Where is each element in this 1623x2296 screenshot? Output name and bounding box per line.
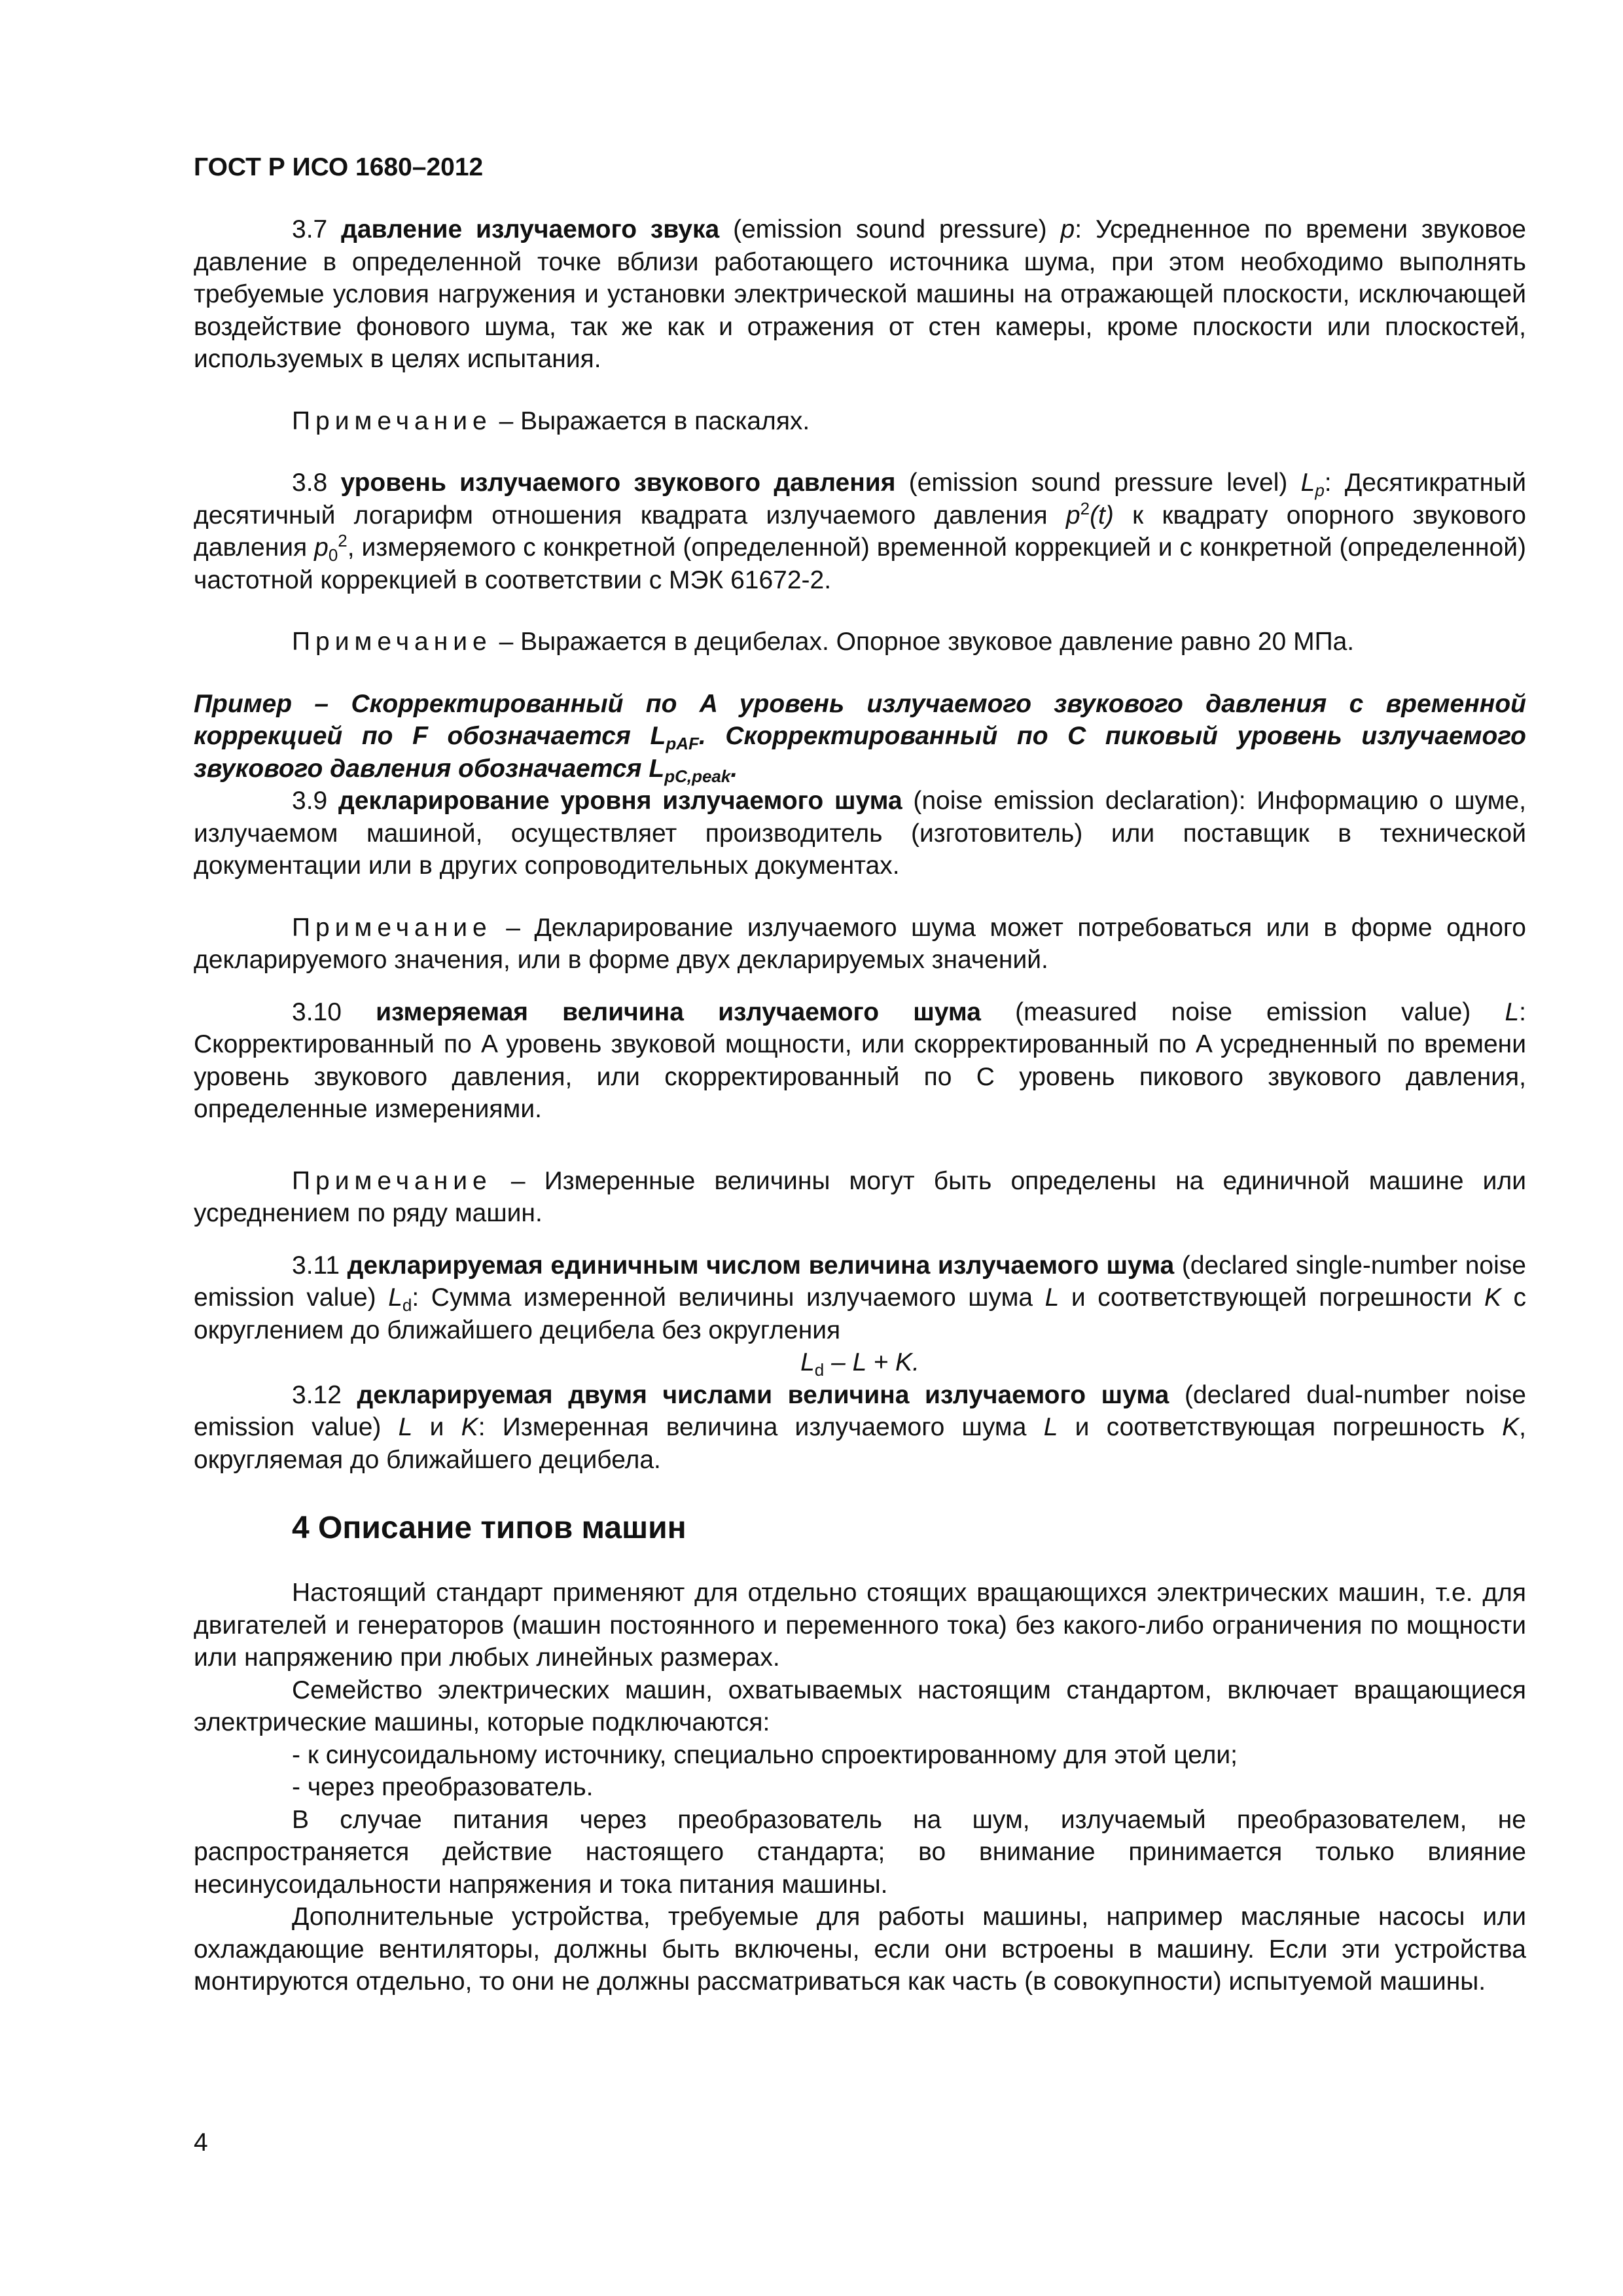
term-english: (measured noise emission value) <box>980 997 1505 1026</box>
term-3-12 <box>194 1379 1526 1477</box>
note-label: Примечание <box>292 913 492 942</box>
term-english: (emission sound pressure level) <box>895 469 1301 497</box>
section-4-paragraph: Семейство электрических машин, охватываемых настоящим стандартом, включает вращающиеся электрические машины, которые подключаются: <box>194 1676 1526 1736</box>
square-superscript: 2 <box>338 531 348 550</box>
note-text: – Выражается в децибелах. Опорное звуковое давление равно 20 МПа. <box>491 628 1355 656</box>
example-subscript: pAF <box>666 734 699 753</box>
term-3-11 <box>194 1249 1526 1347</box>
note-label: Примечание <box>292 628 492 656</box>
term-definition: : Десятикратный десятичный логарифм отношения квадрата излучаемого давления <box>194 469 1526 529</box>
term-number: 3.12 <box>292 1380 357 1409</box>
level-symbol: L <box>398 1413 413 1441</box>
section-4-paragraph: В случае питания через преобразователь на шум, излучаемый преобразователем, не распространяется действие настоящего стандарта; во внимание принимается только влияние несинусоидальности напряжения и тока питания машины. <box>194 1805 1526 1899</box>
formula-rest: – L + K. <box>824 1348 919 1376</box>
term-english: (emission sound pressure) <box>719 215 1061 243</box>
reference-pressure-symbol: p <box>314 533 329 562</box>
note-3-7 <box>194 405 1526 438</box>
term-3-10 <box>194 996 1526 1126</box>
term-3-7 <box>194 213 1526 376</box>
term-title: декларирование уровня излучаемого шума <box>338 787 902 815</box>
document-body <box>194 213 1526 1998</box>
example-text: . Скорректированный по C пиковый уровень излучаемого звукового давления обозначается L <box>194 722 1526 783</box>
term-title: уровень излучаемого звукового давления <box>340 469 896 497</box>
reference-pressure-subscript: 0 <box>328 545 338 565</box>
term-definition: : Усредненное по времени звуковое давление в определенной точке вблизи работающего источника шума, при этом необходимо выполнять требуемые условия нагружения и установки электрической машины на отражающей плоскости, исключающей воздействие фонового шума, так же как и отражения от стен камеры, кроме плоскости или плоскостей, используемых в целях испытания. <box>194 215 1527 373</box>
term-english: (declared single-number noise emission value) <box>194 1251 1526 1312</box>
document-header: ГОСТ Р ИСО 1680–2012 <box>194 153 484 181</box>
term-definition: с округлением до ближайшего децибела без округления <box>194 1283 1527 1344</box>
term-number: 3.9 <box>292 787 338 815</box>
formula-subscript: d <box>814 1360 825 1380</box>
note-3-9 <box>194 912 1526 977</box>
note-text: – Выражается в паскалях. <box>491 406 810 435</box>
example-text: . <box>730 754 738 783</box>
term-title: давление излучаемого звука <box>341 215 720 243</box>
term-symbol: L <box>1505 997 1520 1026</box>
term-number: 3.8 <box>292 469 341 497</box>
uncertainty-symbol: K <box>461 1413 478 1441</box>
term-definition: и соответствующей погрешности <box>1059 1283 1484 1312</box>
term-definition: , измеряемого с конкретной (определенной) временной коррекцией и с конкретной (определенной) частотной коррекцией в соответствии с МЭК 61672-2. <box>194 533 1527 594</box>
term-symbol-subscript: d <box>402 1295 412 1315</box>
section-4-title: 4 Описание типов машин <box>292 1511 687 1545</box>
term-symbol: L <box>388 1283 402 1312</box>
term-definition: : Сумма измеренной величины излучаемого шума <box>412 1283 1045 1312</box>
note-3-10 <box>194 1165 1526 1230</box>
term-symbol: L <box>1300 469 1315 497</box>
uncertainty-symbol: K <box>1502 1413 1520 1441</box>
term-title: декларируемая единичным числом величина излучаемого шума <box>347 1251 1175 1280</box>
term-definition: : Измеренная величина излучаемого шума <box>478 1413 1044 1441</box>
term-number: 3.7 <box>292 215 342 243</box>
term-english: (declared dual-number noise emission value) <box>194 1380 1526 1441</box>
term-title: декларируемая двумя числами величина излучаемого шума <box>357 1380 1169 1409</box>
term-number: 3.10 <box>292 997 376 1026</box>
term-symbol: p <box>1060 215 1075 243</box>
section-4-paragraph: Дополнительные устройства, требуемые для работы машины, например масляные насосы или охлаждающие вентиляторы, должны быть включены, если они встроены в машину. Если эти устройства монтируются отдельно, то они не должны рассматриваться как часть (в совокупности) испытуемой машины. <box>194 1903 1526 1996</box>
term-symbol-subscript: p <box>1315 480 1325 500</box>
level-symbol: L <box>1043 1413 1058 1441</box>
term-title: измеряемая величина излучаемого шума <box>376 997 981 1026</box>
term-definition: : Скорректированный по A уровень звуковой мощности, или скорректированный по A усредненный по времени уровень звукового давления, или скорректированный по C уровень пикового звукового давления, определенные измерениями. <box>194 997 1526 1123</box>
conjunction: и <box>412 1413 461 1441</box>
square-superscript: 2 <box>1080 498 1090 518</box>
list-item: - через преобразователь. <box>292 1773 594 1801</box>
term-definition: к квадрату опорного звукового давления <box>194 501 1526 562</box>
note-text: – Измеренные величины могут быть определены на единичной машине или усреднением по ряду машин. <box>194 1166 1526 1227</box>
example-paragraph <box>194 688 1526 785</box>
section-4-paragraph: Настоящий стандарт применяют для отдельно стоящих вращающихся электрических машин, т.е. для двигателей и генераторов (машин постоянного и переменного тока) без какого-либо ограничения по мощности или напряжению при любых линейных размерах. <box>194 1579 1526 1672</box>
term-number: 3.11 <box>292 1251 348 1280</box>
note-label: Примечание <box>292 1166 492 1195</box>
pressure-symbol: p <box>1065 501 1080 529</box>
example-subscript: pC,peak <box>664 766 731 786</box>
list-item: - к синусоидальному источнику, специально спроектированному для этой цели; <box>292 1740 1238 1769</box>
note-3-8 <box>194 626 1526 658</box>
level-symbol: L <box>1044 1283 1060 1312</box>
uncertainty-symbol: K <box>1484 1283 1501 1312</box>
term-3-9 <box>194 785 1526 882</box>
example-text: Пример – Скорректированный по A уровень излучаемого звукового давления с временной коррекцией по F обозначается L <box>194 689 1526 750</box>
term-definition: , округляемая до ближайшего децибела. <box>194 1413 1527 1474</box>
note-label: Примечание <box>292 406 492 435</box>
formula-line <box>194 1346 1526 1379</box>
term-definition: (noise emission declaration): Информацию о шуме, излучаемом машиной, осуществляет производитель (изготовитель) или поставщик в технической документации или в других сопроводительных документах. <box>194 787 1526 880</box>
term-3-8 <box>194 467 1526 596</box>
formula-symbol: L <box>800 1348 815 1376</box>
page-number: 4 <box>194 2128 208 2157</box>
time-argument: (t) <box>1090 501 1114 529</box>
note-text: – Декларирование излучаемого шума может потребоваться или в форме одного декларируемого значения, или в форме двух декларируемых значений. <box>194 913 1526 974</box>
term-definition: и соответствующая погрешность <box>1058 1413 1503 1441</box>
